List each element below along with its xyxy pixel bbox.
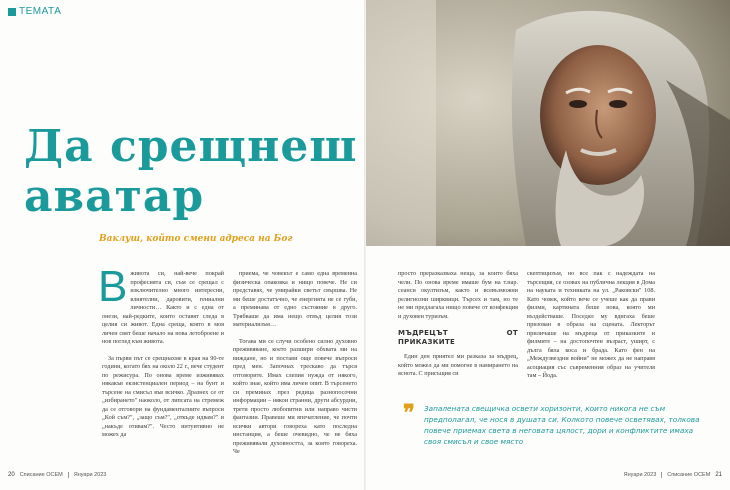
article-paragraph: просто преразказваха неща, за които бяха чели. По онова време имаше бум на т.нар. сеанси окултизъм, както и всевъзможни религиозни ширквици. Търсех и там, но те не ми предлагаха нищо повече от конфекция и духовен туризъм. [398, 270, 518, 320]
portrait-photo [366, 0, 730, 246]
page-number-left: 20 [8, 472, 15, 478]
article-column-1 [98, 262, 224, 472]
footer-magazine-right: Списание ОСЕМ [667, 472, 711, 478]
footer-date-left: Януари 2023 [73, 472, 107, 478]
section-tag [8, 6, 61, 17]
quote-mark-icon: ❞ [403, 400, 415, 426]
article-column-4 [527, 270, 655, 380]
article-column-2 [233, 270, 357, 472]
article-paragraph: скептицизъм, но все пак с надеждата на търсещия, се озовах на публична лекция в Дома на науката и техниката на ул. „Раковски" 108. Като човек, който вече се учеше как да прави филми, картината беше нова, която ми въздействаше. Поседял му вдигаха беше призован в образа на сцената. Лекторът приличаше на мъдреца от приказките и филмите – на достопочтен възраст, уширт, с дълга бяла коса и брада. Като фен на „Междузвездни войни" не можех да не направя асоциация със съвременния образ на учителя там – Йода. [527, 270, 655, 379]
footer-divider [68, 472, 69, 478]
headline-line-1: Да срещнеш [24, 121, 358, 172]
footer-left [8, 472, 106, 478]
footer-divider [661, 472, 662, 478]
article-paragraph: Вживота си, най-вече покрай професията си, съм се срещал с изключително много интересни, влиятелни, даровити, гениални личности… Както и с една от онези, най-редките, които оставят следа в целия си живот. Една среща, която в моя личен свят беше начало на нова летоброене и нов поглед към живота. [98, 262, 224, 345]
footer-right [624, 472, 722, 478]
article-column-3 [398, 270, 518, 380]
headline-line-2: аватар [24, 171, 205, 222]
drop-cap: В [98, 262, 128, 311]
portrait-image [366, 0, 730, 246]
headline [24, 122, 358, 222]
subtitle: Ваклуш, който смени адреса на Бог [99, 234, 293, 244]
section-square-icon [8, 8, 16, 16]
article-paragraph: Един ден приятел ми разказа за мъдрец, който можел да ми помогне в намирането на яснота. С присъщия си [398, 353, 518, 377]
footer-magazine-left: Списание ОСЕМ [19, 472, 63, 478]
article-subhead: МЪДРЕЦЪТ ОТ ПРИКАЗКИТЕ [398, 329, 518, 346]
article-paragraph: Тогава ми се случи особено силно духовно преживяване, което разшири обхвата ми на виждане, но и постави още повече въпроси пред мен. Започнах трескаво да търся отговорите. Имах слепия нужда от някого, който знае, който има личен опит. В търсенето си преминах през редица разнопосочни информации – някои странни, други абсурдни, трети просто любопитни или направо чисти фантазии. Правеше ми впечатление, че почти всички автори говореха като последна инстанция, а беше очевидно, че не бяха преживявали духовността, за която говореха. Че [233, 337, 357, 455]
article-paragraph: приема, че човекът е само една временна физическа опаковка и нищо повече. Не си представях, че умирайки светът свършва. Не ми беше достатъчно, че енергията не се губи, а преминава от едно състояние в друго. Трябваше да има нещо отвъд целия този материализъм… [233, 270, 357, 328]
footer-date-right: Януари 2023 [623, 472, 657, 478]
section-label: ТЕМАТА [19, 6, 62, 17]
page-number-right: 21 [715, 472, 722, 478]
pull-quote: Запалената свещичка освети хоризонти, които никога не съм предполагал, че нося в душата си. Колкото повече осветявах, толкова повече приемах света в неговата цялост, дори и конфликтите имаха своя смисъл и свое място [424, 404, 700, 446]
article-paragraph: За първи път се срещнахме в края на 90-те години, когато бях на около 22 г., вече студент по режисура. По онова време изживявах някакъв екзистенциален период – на бунт и търсене на смисъл във всичко. Дразнех се от „избирането" наоколо, от липсата на стремеж да се отговори на фундаменталните въпроси „Кой съм?", „защо съм?", „откъде идвам?" и „накъде отивам?". Често интуитивно не можех да [102, 354, 224, 438]
